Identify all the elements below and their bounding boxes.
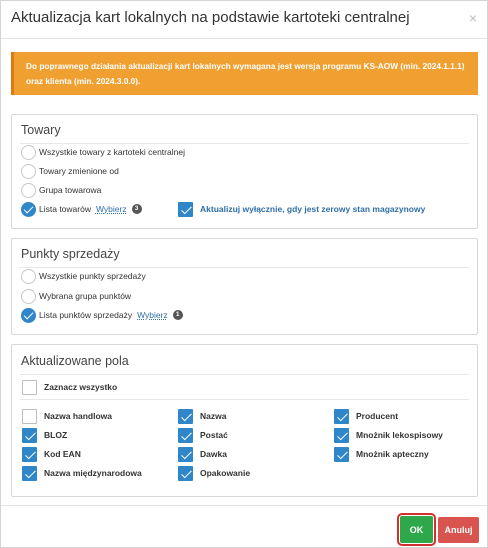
field-checkbox-mnoznik-lekospisowy[interactable]	[334, 427, 443, 443]
radio-label: Towary zmienione od	[39, 166, 119, 176]
radio-label: Lista towarów	[39, 204, 91, 214]
radio-label: Wybrana grupa punktów	[39, 291, 132, 301]
field-checkbox-mnoznik-apteczny[interactable]	[334, 446, 429, 462]
close-icon[interactable]: ×	[468, 10, 477, 26]
ok-button[interactable]: OK	[400, 516, 433, 543]
towary-title: Towary	[21, 123, 61, 137]
checkbox-label: Dawka	[200, 449, 227, 459]
radio-label: Wszystkie punkty sprzedaży	[39, 271, 146, 281]
radio-button[interactable]	[21, 183, 36, 198]
checkbox[interactable]	[22, 466, 37, 481]
products-count-badge: 3	[132, 204, 142, 214]
checkbox[interactable]	[22, 380, 37, 395]
checkbox[interactable]	[178, 428, 193, 443]
select-all-checkbox[interactable]	[22, 379, 117, 395]
field-checkbox-nazwa[interactable]	[178, 408, 226, 424]
checkbox-label: Kod EAN	[44, 449, 81, 459]
field-checkbox-producent[interactable]	[334, 408, 398, 424]
radio-button[interactable]	[21, 269, 36, 284]
field-checkbox-opakowanie[interactable]	[178, 465, 250, 481]
only-zero-stock-checkbox[interactable]	[178, 201, 425, 217]
checkbox[interactable]	[178, 447, 193, 462]
radio-button-selected[interactable]	[21, 202, 36, 217]
radio-button[interactable]	[21, 145, 36, 160]
checkbox-label: Producent	[356, 411, 399, 421]
checkbox-label: Nazwa międzynarodowa	[44, 468, 142, 478]
radio-product-list[interactable]	[21, 201, 142, 217]
field-checkbox-bloz[interactable]	[22, 427, 67, 443]
header-divider	[1, 38, 487, 39]
radio-button[interactable]	[21, 164, 36, 179]
field-checkbox-kod-ean[interactable]	[22, 446, 81, 462]
checkbox[interactable]	[178, 409, 193, 424]
version-warning-alert: Do poprawnego działania aktualizacji kart lokalnych wymagana jest wersja programu KS-AOW (min. 2024.1.1.1) oraz klienta (min. 2024.3.0.0).	[11, 52, 478, 95]
checkbox[interactable]	[178, 202, 193, 217]
field-checkbox-dawka[interactable]	[178, 446, 227, 462]
pola-divider	[20, 374, 469, 375]
checkbox-label: BLOZ	[44, 430, 68, 440]
checkbox[interactable]	[22, 447, 37, 462]
field-checkbox-nazwa-handlowa[interactable]	[22, 408, 112, 424]
dialog-header	[1, 1, 487, 37]
radio-all-points[interactable]	[21, 268, 146, 284]
radio-label: Wszystkie towary z kartoteki centralnej	[39, 147, 185, 157]
dialog-title: Aktualizacja kart lokalnych na podstawie kartoteki centralnej	[11, 9, 410, 26]
radio-points-group[interactable]	[21, 288, 131, 304]
checkbox-label: Nazwa	[200, 411, 227, 421]
choose-products-link[interactable]: Wybierz	[95, 204, 127, 214]
radio-button[interactable]	[21, 289, 36, 304]
radio-changed-since[interactable]	[21, 163, 119, 179]
checkbox-label: Zaznacz wszystko	[44, 382, 118, 392]
radio-points-list[interactable]	[21, 307, 183, 323]
field-checkbox-postac[interactable]	[178, 427, 228, 443]
radio-all-products[interactable]	[21, 144, 185, 160]
checkbox-label: Nazwa handlowa	[44, 411, 113, 421]
checkbox-label: Opakowanie	[200, 468, 251, 478]
punkty-title: Punkty sprzedaży	[21, 247, 120, 261]
radio-label: Grupa towarowa	[39, 185, 102, 195]
checkbox-label: Mnożnik apteczny	[356, 449, 429, 459]
checkbox-label: Aktualizuj wyłącznie, gdy jest zerowy stan magazynowy	[200, 204, 426, 214]
checkbox-label: Postać	[200, 430, 228, 440]
field-checkbox-nazwa-miedzynarodowa[interactable]	[22, 465, 142, 481]
checkbox[interactable]	[334, 428, 349, 443]
cancel-button[interactable]: Anuluj	[438, 517, 479, 543]
radio-button-selected[interactable]	[21, 308, 36, 323]
choose-points-link[interactable]: Wybierz	[137, 310, 168, 320]
checkbox[interactable]	[22, 409, 37, 424]
checkbox[interactable]	[178, 466, 193, 481]
points-count-badge: 1	[173, 310, 183, 320]
footer-divider	[1, 505, 487, 506]
checkbox[interactable]	[334, 447, 349, 462]
select-all-divider	[20, 399, 469, 400]
radio-label: Lista punktów sprzedaży	[39, 310, 133, 320]
checkbox-label: Mnożnik lekospisowy	[356, 430, 443, 440]
checkbox[interactable]	[334, 409, 349, 424]
pola-panel	[11, 344, 478, 497]
radio-product-group[interactable]	[21, 182, 101, 198]
punkty-panel	[11, 238, 478, 335]
pola-title: Aktualizowane pola	[21, 354, 129, 368]
towary-panel	[11, 114, 478, 229]
checkbox[interactable]	[22, 428, 37, 443]
